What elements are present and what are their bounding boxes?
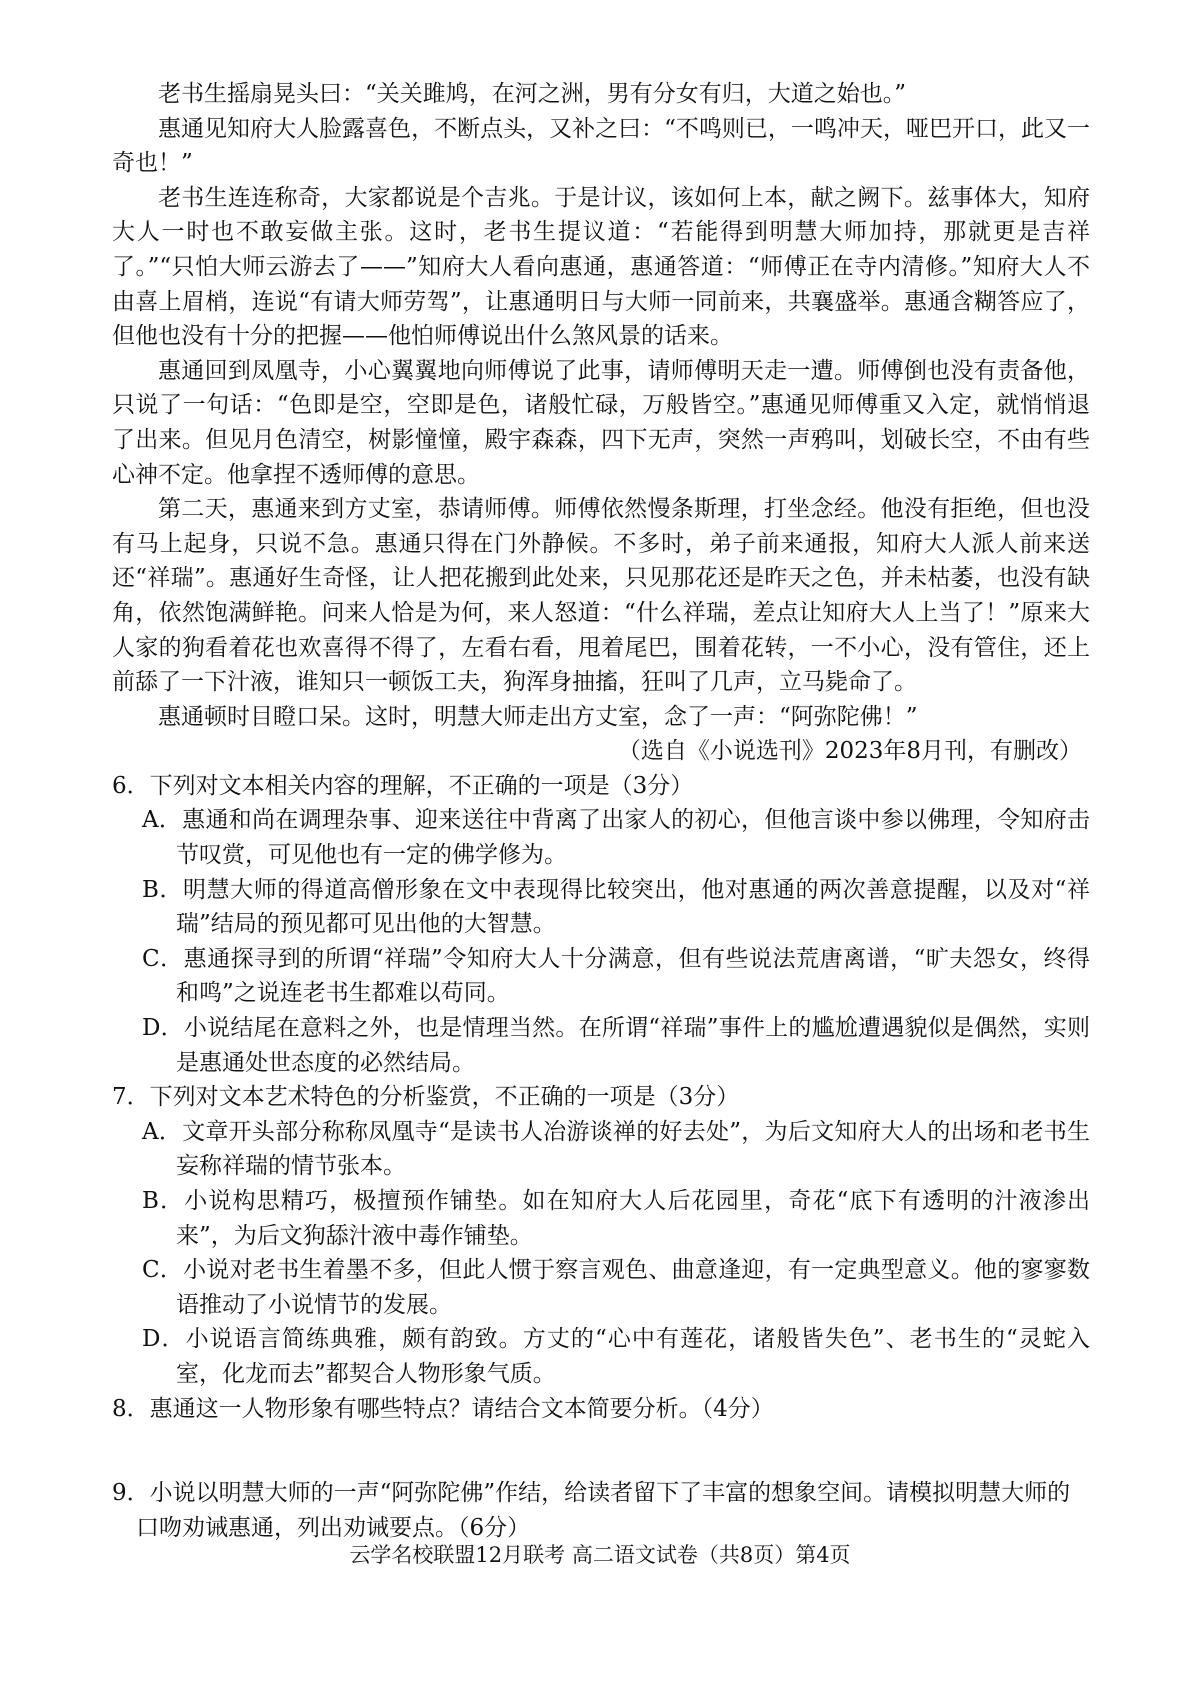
story-paragraph: 老书生摇扇晃头曰：“关关雎鸠，在河之洲，男有分女有归，大道之始也。” [158,81,907,107]
question-8-stem: 8．惠通这一人物形象有哪些特点？请结合文本简要分析。（4分） [112,1395,774,1422]
question-6-option-a: A．惠通和尚在调理杂事、迎来送往中背离了出家人的初心，但他言谈中参以佛理，令知府击节叹赏，可见他也有一定的佛学修为。 [142,807,1090,869]
question-6-option-d: D．小说结尾在意料之外，也是情理当然。在所谓“祥瑞”事件上的尴尬遭遇貌似是偶然，实则是惠通处世态度的必然结局。 [142,1015,1090,1076]
question-9-stem: 9．小说以明慧大师的一声“阿弥陀佛”作结，给读者留下了丰富的想象空间。请模拟明慧大师的口吻劝诫惠通，列出劝诫要点。（6分） [112,1480,1071,1541]
question-7-option-b: B．小说构思精巧，极擅预作铺垫。如在知府大人后花园里，奇花“底下有透明的汁液渗出来”，为后文狗舔汁液中毒作铺垫。 [142,1188,1090,1249]
story-paragraph: 惠通顿时目瞪口呆。这时，明慧大师走出方丈室，念了一声：“阿弥陀佛！” [158,703,918,730]
question-7-option-c: C．小说对老书生着墨不多，但此人惯于察言观色、曲意逢迎，有一定典型意义。他的寥寥数语推动了小说情节的发展。 [142,1257,1090,1318]
question-7-stem: 7．下列对文本艺术特色的分析鉴赏，不正确的一项是（3分） [112,1084,740,1111]
question-6-option-c: C．惠通探寻到的所谓“祥瑞”令知府大人十分满意，但有些说法荒唐离谱，“旷夫怨女，终得和鸣”之说连老书生都难以苟同。 [142,945,1090,1007]
story-paragraph: 惠通回到凤凰寺，小心翼翼地向师傅说了此事，请师傅明天走一遭。师傅倒也没有责备他，只说了一句话：“色即是空，空即是色，诸般忙碌，万般皆空。”惠通见师傅重又入定，就悄悄退了出来。但见月色清空，树影憧憧，殿宇森森，四下无声，突然一声鸦叫，划破长空，不由有些心神不定。他拿捏不透师傅的意思。 [112,357,1090,488]
story-paragraph: 老书生连连称奇，大家都说是个吉兆。于是计议，该如何上本，献之阙下。兹事体大，知府大人一时也不敢妄做主张。这时，老书生提议道：“若能得到明慧大师加持，那就更是吉祥了。”“只怕大师云游去了——”知府大人看向惠通，惠通答道：“师傅正在寺内清修。”知府大人不由喜上眉梢，连说“有请大师劳驾”，让惠通明日与大师一同前来，共襄盛举。惠通含糊答应了，但他也没有十分的把握——他怕师傅说出什么煞风景的话来。 [112,184,1090,350]
question-7-option-d: D．小说语言简练典雅，颇有韵致。方丈的“心中有莲花，诸般皆失色”、老书生的“灵蛇入室，化龙而去”都契合人物形象气质。 [142,1326,1090,1387]
question-6-stem: 6．下列对文本相关内容的理解，不正确的一项是（3分） [112,772,694,799]
source-citation: （选自《小说选刊》2023年8月刊，有删改） [617,738,1082,765]
question-7-option-a: A．文章开头部分称称凤凰寺“是读书人冶游谈禅的好去处”，为后文知府大人的出场和老书生妄称祥瑞的情节张本。 [142,1118,1090,1180]
page-content [112,77,1090,1545]
story-paragraph: 惠通见知府大人脸露喜色，不断点头，又补之曰：“不鸣则已，一鸣冲天，哑巴开口，此又一奇也！” [112,115,1090,177]
page-footer: 云学名校联盟12月联考 高二语文试卷（共8页）第4页 [349,1543,851,1567]
answer-space [112,1426,1090,1476]
question-6-option-b: B．明慧大师的得道高僧形象在文中表现得比较突出，他对惠通的两次善意提醒，以及对“祥瑞”结局的预见都可见出他的大智慧。 [142,876,1090,938]
story-paragraph: 第二天，惠通来到方丈室，恭请师傅。师傅依然慢条斯理，打坐念经。他没有拒绝，但也没有马上起身，只说不急。惠通只得在门外静候。不多时，弟子前来通报，知府大人派人前来送还“祥瑞”。惠通好生奇怪，让人把花搬到此处来，只见那花还是昨天之色，并未枯萎，也没有缺角，依然饱满鲜艳。问来人恰是为何，来人怒道：“什么祥瑞，差点让知府大人上当了！”原来大人家的狗看着花也欢喜得不得了，左看右看，甩着尾巴，围着花转，一不小心，没有管住，还上前舔了一下汁液，谁知只一顿饭工夫，狗浑身抽搐，狂叫了几声，立马毙命了。 [112,496,1090,696]
